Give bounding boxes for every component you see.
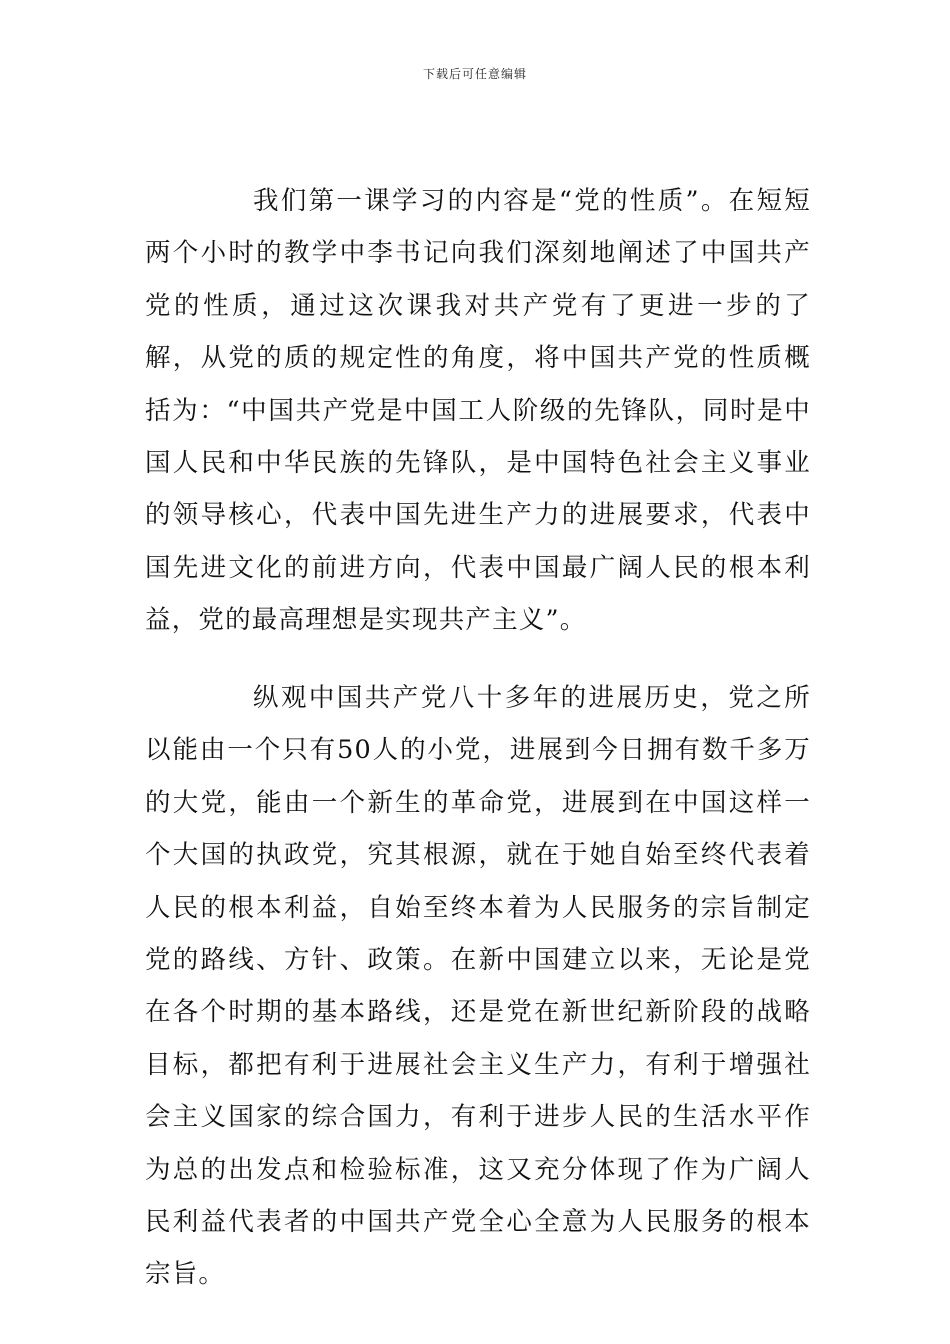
body-paragraph-2: 纵观中国共产党八十多年的进展历史，党之所以能由一个只有50人的小党，进展到今日拥有数千多万的大党，能由一个新生的革命党，进展到在中国这样一个大国的执政党，究其根源，就在于她自始至终代表着人民的根本利益，自始至终本着为人民服务的宗旨制定党的路线、方针、政策。在新中国建立以来，无论是党在各个时期的基本路线，还是党在新世纪新阶段的战略目标，都把有利于进展社会主义生产力，有利于增强社会主义国家的综合国力，有利于进步人民的生活水平作为总的出发点和检验标准，这又充分体现了作为广阔人民利益代表者的中国共产党全心全意为人民服务的根本宗旨。 xyxy=(145,683,811,1290)
body-paragraph-1: 我们第一课学习的内容是“党的性质”。在短短两个小时的教学中李书记向我们深刻地阐述了中国共产党的性质，通过这次课我对共产党有了更进一步的了解，从党的质的规定性的角度，将中国共产党的性质概括为：“中国共产党是中国工人阶级的先锋队，同时是中国人民和中华民族的先锋队，是中国特色社会主义事业的领导核心，代表中国先进生产力的进展要求，代表中国先进文化的前进方向，代表中国最广阔人民的根本利益，党的最高理想是实现共产主义”。 xyxy=(145,186,811,636)
header-note: 下载后可任意编辑 xyxy=(422,67,527,81)
